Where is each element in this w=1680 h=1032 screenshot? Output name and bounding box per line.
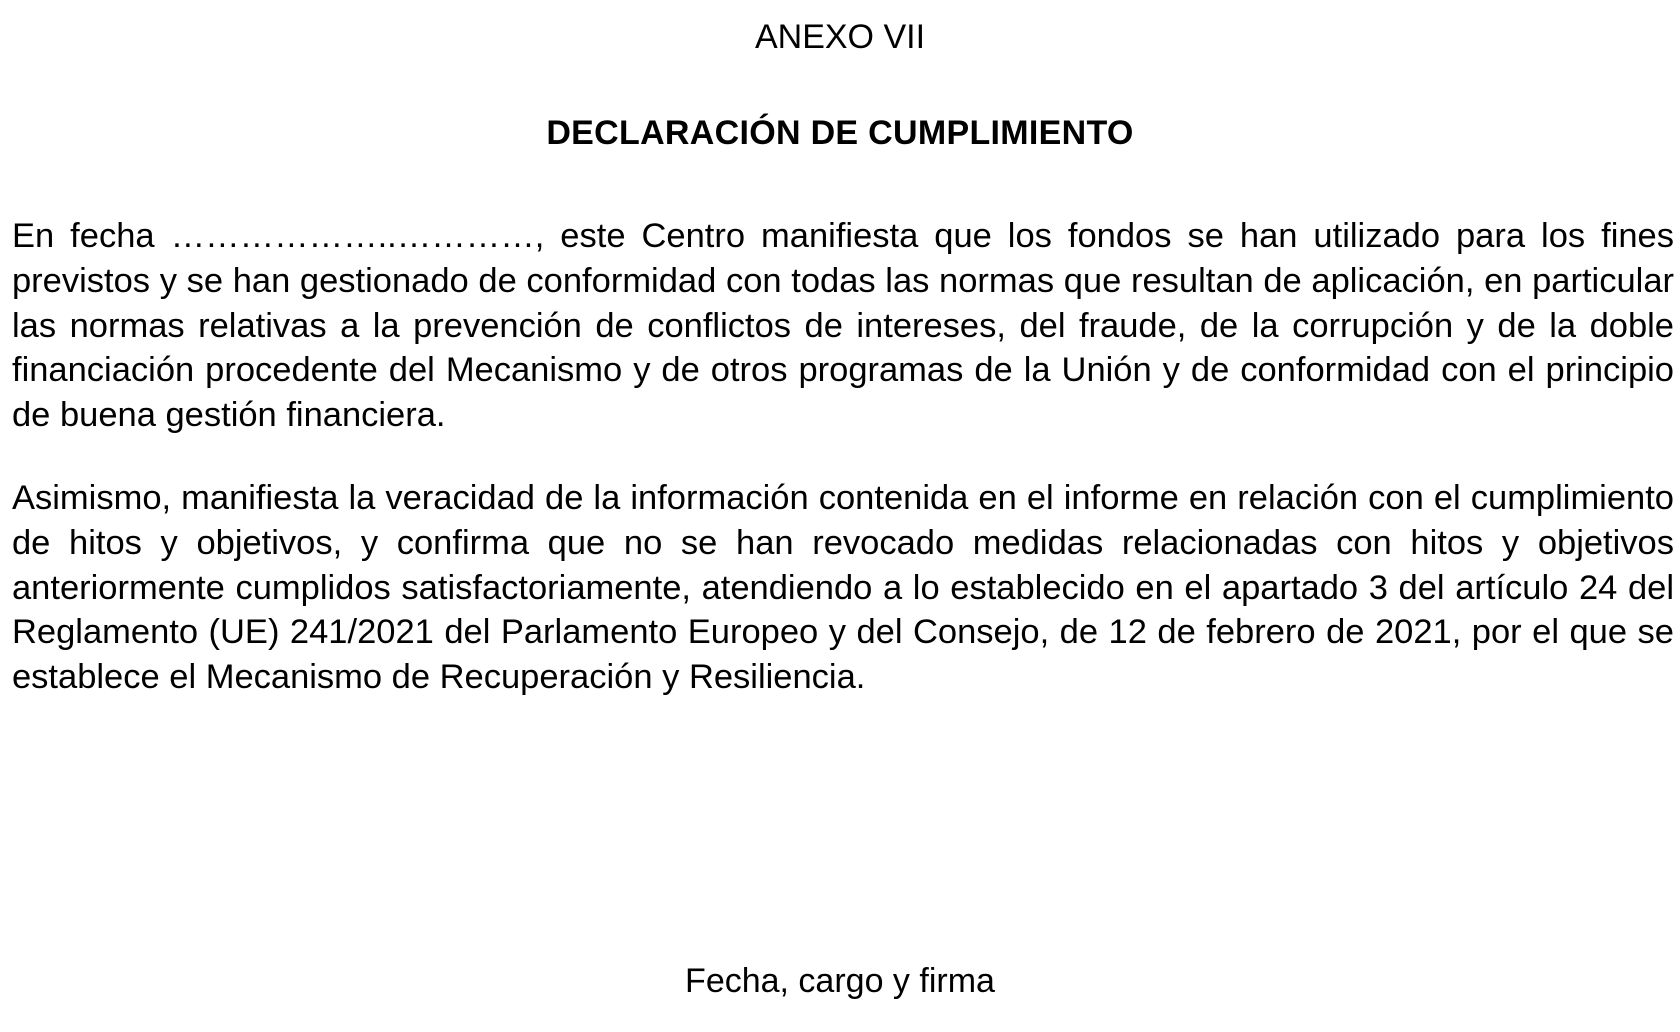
signature-line: Fecha, cargo y firma xyxy=(685,962,995,1000)
declaration-paragraph-funds: En fecha ………………..…………, este Centro manifiesta que los fondos se han utilizado para los fines previstos y se han gestionado de conformidad con todas las normas que resultan de aplicación, en particular las normas relativas a la prevención de conflictos de intereses, del fraude, de la corrupción y de la doble financiación procedente del Mecanismo y de otros programas de la Unión y de conformidad con el principio de buena gestión financiera. xyxy=(12,217,1674,435)
annex-label: ANEXO VII xyxy=(754,18,926,56)
declaration-paragraph-milestones: Asimismo, manifiesta la veracidad de la información contenida en el informe en relación con el cumplimiento de hitos y objetivos, y confirma que no se han revocado medidas relacionadas con hitos y objetivos anteriormente cumplidos satisfactoriamente, atendiendo a lo establecido en el apartado 3 del artículo 24 del Reglamento (UE) 241/2021 del Parlamento Europeo y del Consejo, de 12 de febrero de 2021, por el que se establece el Mecanismo de Recuperación y Resiliencia. xyxy=(12,479,1674,697)
document-title: DECLARACIÓN DE CUMPLIMIENTO xyxy=(546,114,1134,152)
